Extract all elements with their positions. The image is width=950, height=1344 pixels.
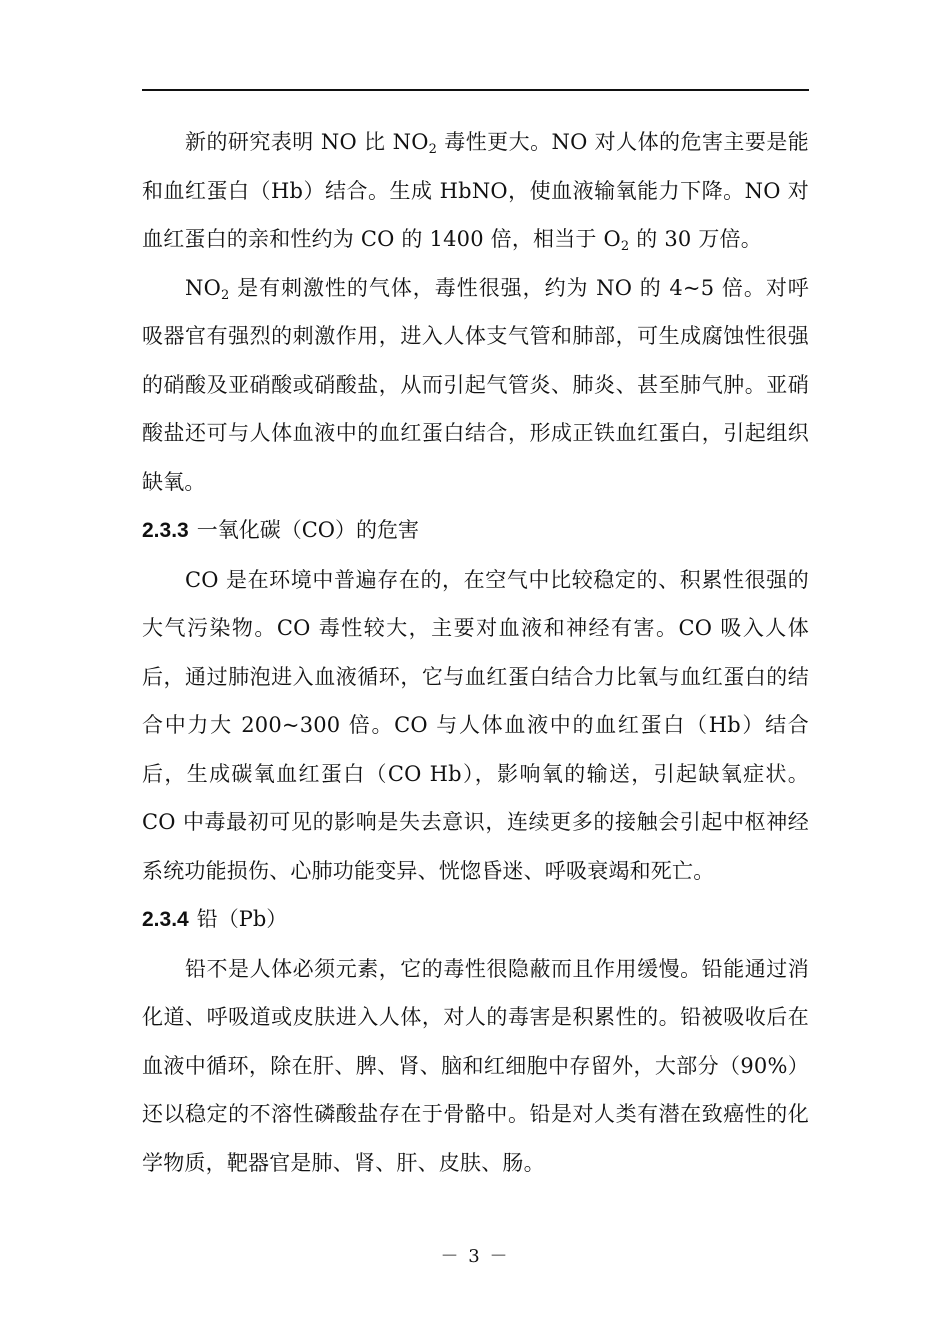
section-title: 铅（Pb） xyxy=(196,907,288,931)
section-number: 2.3.3 xyxy=(142,519,189,542)
document-body xyxy=(142,118,809,1187)
section-heading-pb xyxy=(142,895,809,945)
paragraph-co-hazard: CO 是在环境中普遍存在的，在空气中比较稳定的、积累性很强的大气污染物。CO 毒性较大，主要对血液和神经有害。CO 吸入人体后，通过肺泡进入血液循环，它与血红蛋白结合力比氧与血红蛋白的结合中力大 200~300 倍。CO 与人体血液中的血红蛋白（Hb）结合后，生成碳氧血红蛋白（CO Hb），影响氧的输送，引起缺氧症状。CO 中毒最初可见的影响是失去意识，连续更多的接触会引起中枢神经系统功能损伤、心肺功能变异、恍惚昏迷、呼吸衰竭和死亡。 xyxy=(142,567,809,883)
section-heading-co xyxy=(142,506,809,556)
paragraph-no2-toxicity: $NO_2$ 是有刺激性的气体，毒性很强，约为 NO 的 4~5 倍。对呼吸器官有强烈的刺激作用，进入人体支气管和肺部，可生成腐蚀性很强的硝酸及亚硝酸或硝酸盐，从而引起气管炎、肺炎、甚至肺气肿。亚硝酸盐还可与人体血液中的血红蛋白结合，形成正铁血红蛋白，引起组织缺氧。 xyxy=(142,275,809,494)
paragraph-pb-hazard: 铅不是人体必须元素，它的毒性很隐蔽而且作用缓慢。铅能通过消化道、呼吸道或皮肤进入人体，对人的毒害是积累性的。铅被吸收后在血液中循环，除在肝、脾、肾、脑和红细胞中存留外，大部分（90%）还以稳定的不溶性磷酸盐存在于骨骼中。铅是对人类有潜在致癌性的化学物质，靶器官是肺、肾、肝、皮肤、肠。 xyxy=(142,956,809,1175)
header-rule xyxy=(142,89,809,91)
page-number: － 3 － xyxy=(440,1246,510,1267)
paragraph-no-toxicity: 新的研究表明 NO 比 $NO_2$ 毒性更大。NO 对人体的危害主要是能和血红蛋白（Hb）结合。生成 HbNO，使血液输氧能力下降。NO 对血红蛋白的亲和性约为 CO 的 1400 倍，相当于 $O_2$ 的 30 万倍。 xyxy=(142,130,809,254)
section-title: 一氧化碳（CO）的危害 xyxy=(196,518,420,542)
section-number: 2.3.4 xyxy=(142,908,189,931)
